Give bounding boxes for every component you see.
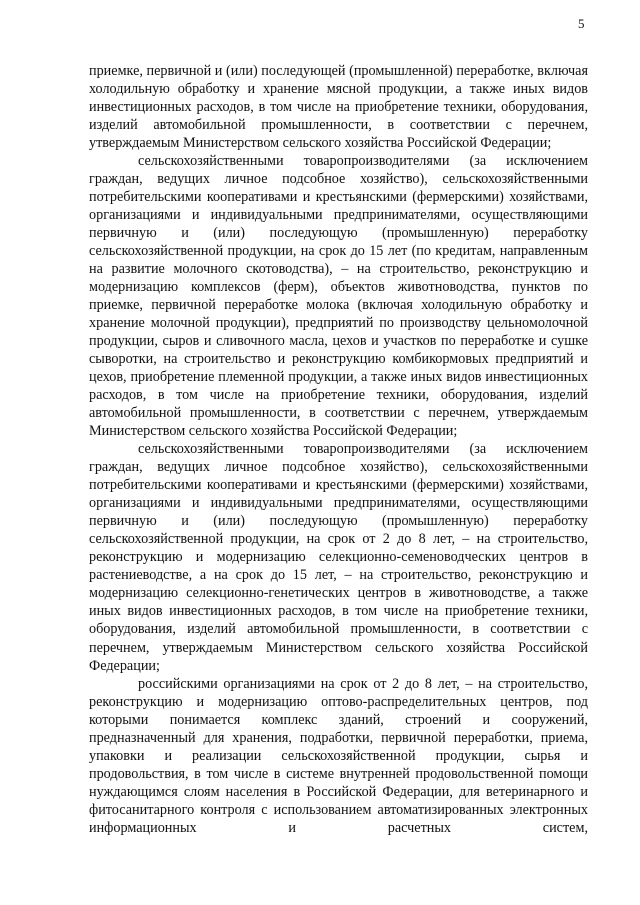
paragraph-dairy-farming: сельскохозяйственными товаропроизводителями (за исключением граждан, ведущих личное подсобное хозяйство), сельскохозяйственными потребительскими кооперативами и крестьянскими (фермерскими) хозяйствами, организациями и индивидуальными предпринимателями, осуществляющими первичную и (или) последующую (промышленную) переработку сельскохозяйственной продукции, на срок до 15 лет (по кредитам, направленным на развитие молочного скотоводства), – на строительство, реконструкцию и модернизацию комплексов (ферм), объектов животноводства, пунктов по приемке, первичной переработке молока (включая холодильную обработку и хранение молочной продукции), предприятий по производству цельномолочной продукции, сыров и сливочного масла, цехов и участков по переработке и сушке сыворотки, на строительство и реконструкцию комбикормовых предприятий и цехов, приобретение племенной продукции, а также иных видов инвестиционных расходов, в том числе на приобретение техники, оборудования, изделий автомобильной промышленности, в соответствии с перечнем, утверждаемым Министерством сельского хозяйства Российской Федерации; [89,153,588,440]
document-body [89,62,588,837]
page-number: 5 [578,16,585,31]
paragraph-breeding-centers: сельскохозяйственными товаропроизводителями (за исключением граждан, ведущих личное подсобное хозяйство), сельскохозяйственными потребительскими кооперативами и крестьянскими (фермерскими) хозяйствами, организациями и индивидуальными предпринимателями, осуществляющими первичную и (или) последующую (промышленную) переработку сельскохозяйственной продукции, на срок от 2 до 8 лет, – на строительство, реконструкцию и модернизацию селекционно-семеноводческих центров в растениеводстве, а на срок до 15 лет, – на строительство, реконструкцию и модернизацию селекционно-генетических центров в животноводстве, а также иных видов инвестиционных расходов, в том числе на приобретение техники, оборудования, изделий автомобильной промышленности, в соответствии с перечнем, утверждаемым Министерством сельского хозяйства Российской Федерации; [89,441,588,674]
paragraph-meat-processing-continuation: приемке, первичной и (или) последующей (промышленной) переработке, включая холодильную обработку и хранение мясной продукции, а также иных видов инвестиционных расходов, в том числе на приобретение техники, оборудования, изделий автомобильной промышленности, в соответствии с перечнем, утверждаемым Министерством сельского хозяйства Российской Федерации; [89,63,588,152]
paragraph-wholesale-centers: российскими организациями на срок от 2 до 8 лет, – на строительство, реконструкцию и модернизацию оптово-распределительных центров, под которыми понимается комплекс зданий, строений и сооружений, предназначенный для хранения, подработки, первичной переработки, приема, упаковки и реализации сельскохозяйственной продукции, сырья и продовольствия, в том числе в системе внутренней продовольственной помощи нуждающимся слоям населения в Российской Федерации, для ветеринарного и фитосанитарного контроля с использованием автоматизированных электронных информационных и расчетных систем, [89,675,588,836]
